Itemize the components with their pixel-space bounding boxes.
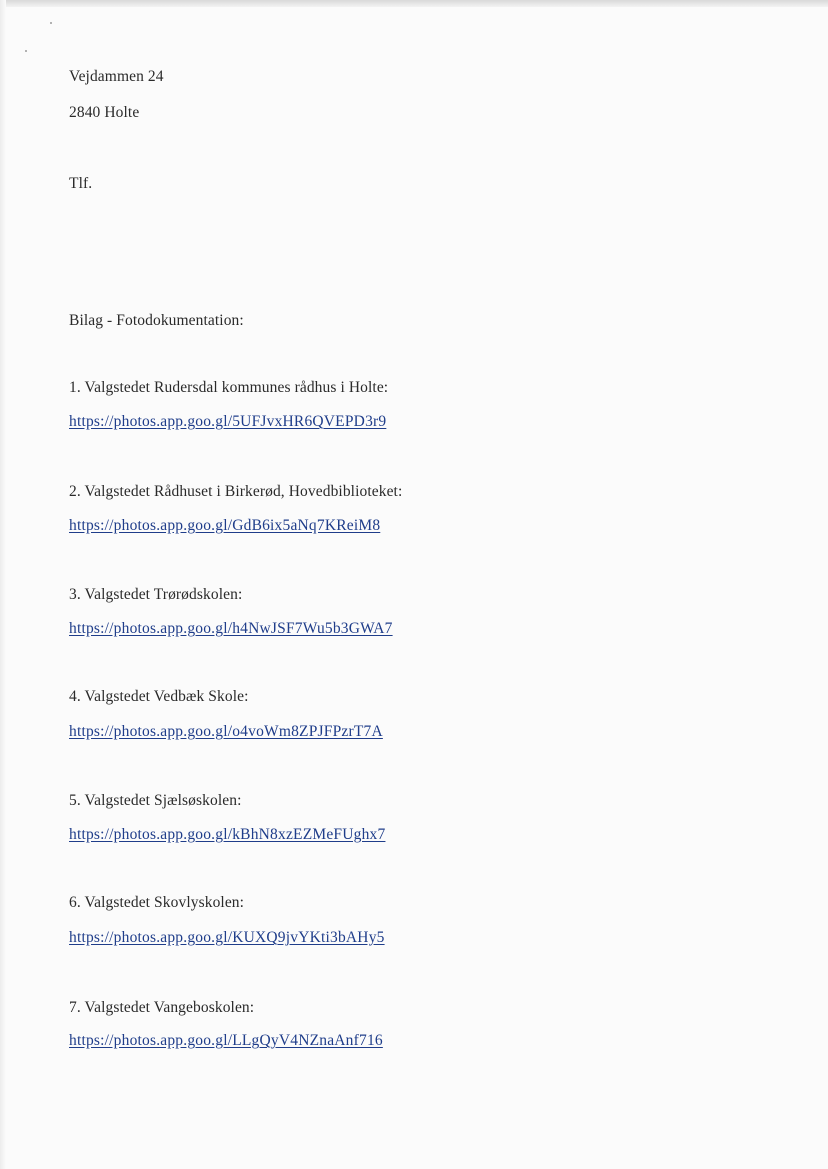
- phone-label: Tlf.: [69, 175, 93, 192]
- entry-label: 2. Valgstedet Rådhuset i Birkerød, Hovedbiblioteket:: [69, 483, 403, 500]
- scan-top-edge: [0, 0, 828, 7]
- address-street: Vejdammen 24: [69, 68, 164, 85]
- entry-label: 6. Valgstedet Skovlyskolen:: [69, 894, 245, 911]
- entry-link[interactable]: https://photos.app.goo.gl/h4NwJSF7Wu5b3GWA7: [69, 620, 393, 637]
- document-heading: Bilag - Fotodokumentation:: [69, 312, 244, 329]
- scan-speck: [50, 22, 52, 24]
- entry-link[interactable]: https://photos.app.goo.gl/5UFJvxHR6QVEPD3r9: [69, 413, 387, 430]
- scan-left-edge: [0, 0, 6, 1169]
- scan-speck: [25, 50, 27, 52]
- entry-link[interactable]: https://photos.app.goo.gl/GdB6ix5aNq7KReiM8: [69, 517, 381, 534]
- entry-label: 3. Valgstedet Trørødskolen:: [69, 586, 243, 603]
- entry-link[interactable]: https://photos.app.goo.gl/kBhN8xzEZMeFUghx7: [69, 826, 386, 843]
- entry-label: 5. Valgstedet Sjælsøskolen:: [69, 792, 242, 809]
- entry-link[interactable]: https://photos.app.goo.gl/KUXQ9jvYKti3bAHy5: [69, 929, 385, 946]
- entry-link[interactable]: https://photos.app.goo.gl/LLgQyV4NZnaAnf716: [69, 1032, 383, 1049]
- entry-link[interactable]: https://photos.app.goo.gl/o4voWm8ZPJFPzrT7A: [69, 723, 383, 740]
- entry-label: 1. Valgstedet Rudersdal kommunes rådhus i Holte:: [69, 379, 389, 396]
- address-city: 2840 Holte: [69, 104, 140, 121]
- entry-label: 4. Valgstedet Vedbæk Skole:: [69, 688, 249, 705]
- entry-label: 7. Valgstedet Vangeboskolen:: [69, 999, 255, 1016]
